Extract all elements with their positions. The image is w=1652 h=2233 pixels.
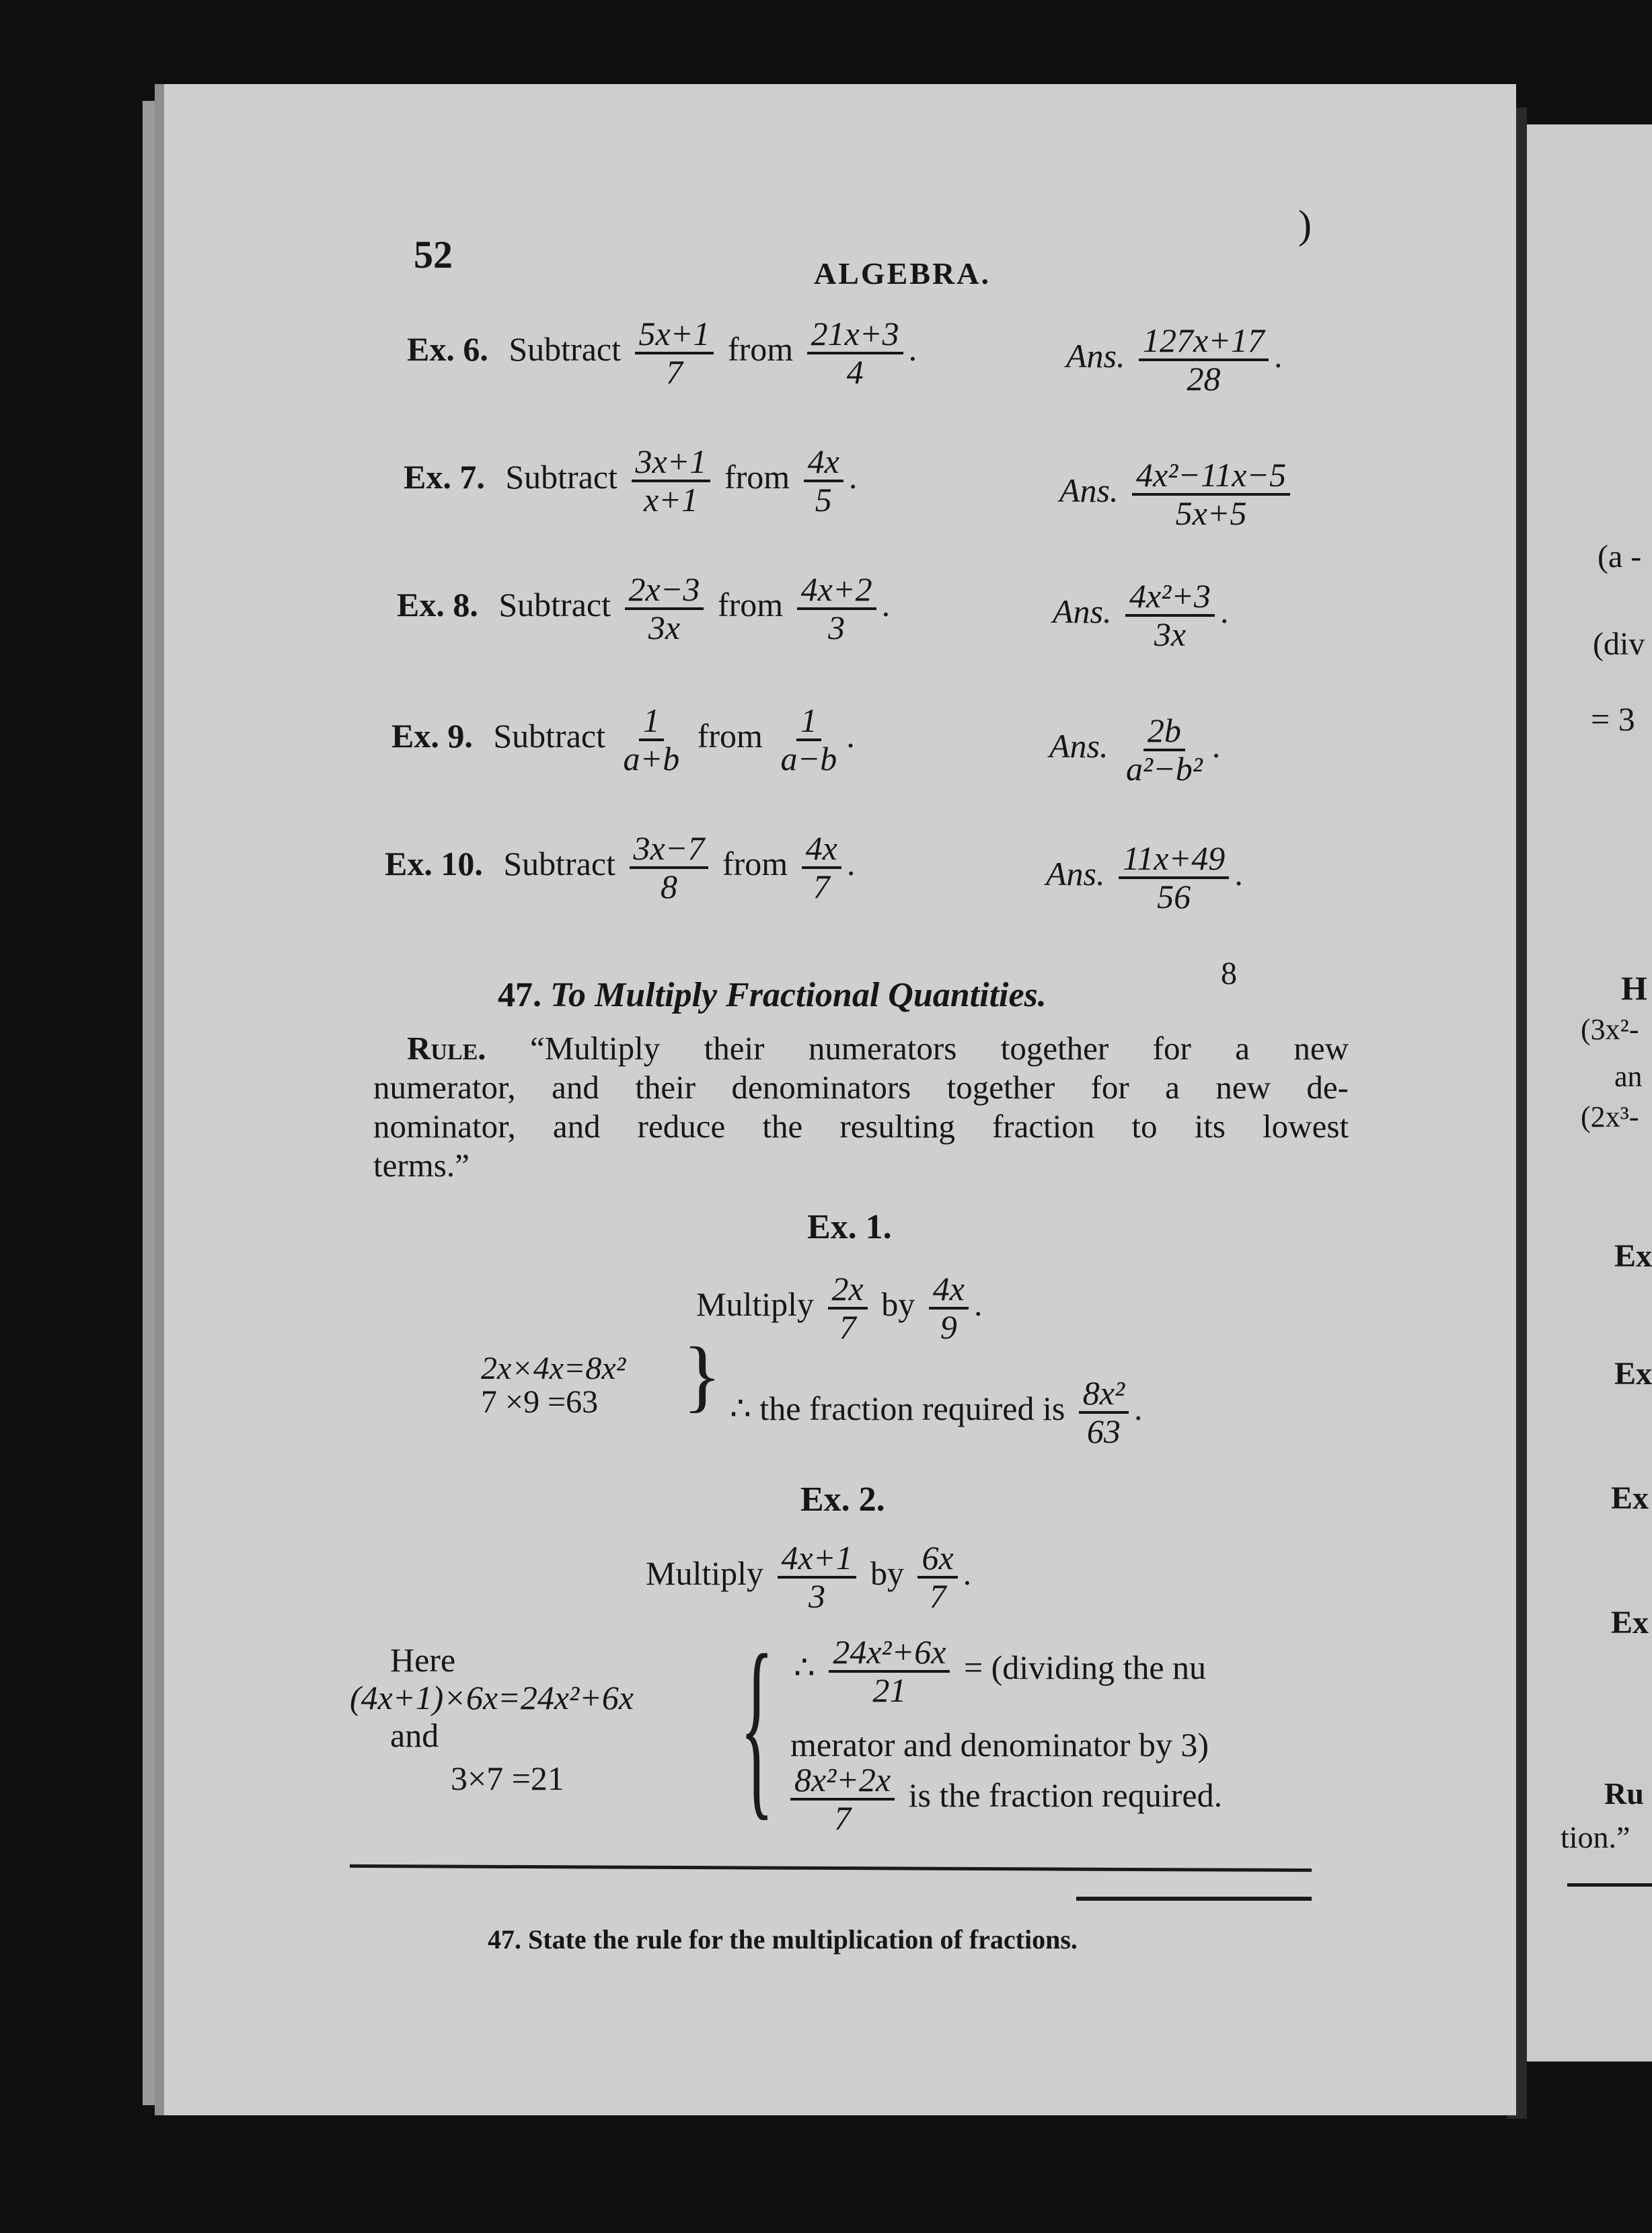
- exercise-verb: Subtract: [498, 585, 611, 623]
- denominator: 7: [839, 1308, 856, 1346]
- denominator: 7: [834, 1799, 852, 1837]
- denominator: x+1: [644, 480, 698, 519]
- exercise-label: Ex. 9.: [391, 716, 473, 755]
- note-text: is the fraction required.: [908, 1776, 1223, 1814]
- denominator: 7: [813, 867, 830, 905]
- multiply-word: Multiply: [696, 1285, 815, 1323]
- section-number: 47.: [498, 976, 541, 1014]
- rule-line-2: numerator, and their denominators together for a new de-: [373, 1069, 1349, 1106]
- example-2-line-3: [790, 1762, 1222, 1835]
- next-page-fragment: Ru: [1604, 1776, 1644, 1811]
- fraction: [804, 444, 843, 517]
- denominator: 3x: [648, 608, 681, 646]
- numerator: 8x²: [1079, 1375, 1129, 1414]
- note-text: = (dividing the nu: [963, 1648, 1207, 1686]
- rule-line-3: nominator, and reduce the resulting fraction to its lowest: [373, 1108, 1349, 1145]
- rule-paragraph: [373, 1029, 1349, 1185]
- by-word: by: [881, 1285, 915, 1323]
- by-word: by: [870, 1554, 904, 1592]
- footnote: 47. State the rule for the multiplication of fractions.: [488, 1924, 1078, 1955]
- denominator: 28: [1187, 359, 1221, 398]
- from-word: from: [697, 716, 763, 755]
- next-page-fragment: = 3: [1591, 700, 1635, 738]
- here-word: Here: [390, 1641, 456, 1679]
- page-number: 52: [414, 233, 453, 276]
- fraction: [929, 1271, 969, 1345]
- from-word: from: [722, 844, 788, 882]
- rule-text: “Multiply their numerators together for a new: [529, 1030, 1349, 1067]
- fraction: [797, 572, 876, 645]
- answer-label: Ans.: [1053, 592, 1112, 630]
- denominator: 4: [846, 352, 864, 391]
- exercise-9: Ex. 9. Subtract $\frac{1}{a+b}$ from $\frac{1}{a-b}$ .: [391, 702, 855, 778]
- fraction: [917, 1540, 957, 1614]
- running-title: ALGEBRA.: [814, 256, 991, 291]
- fraction: [1125, 578, 1215, 652]
- answer-8: Ans. $\frac{\text{4x²+3}}{3x}$ .: [1053, 577, 1229, 653]
- numerator: 6x: [917, 1540, 957, 1579]
- fraction: [625, 572, 704, 645]
- work-line-2: 3×7 =21: [451, 1759, 564, 1797]
- work-line-1: (4x+1)×6x=24x²+6x: [350, 1679, 634, 1716]
- stray-numeral: 8: [1221, 956, 1237, 991]
- next-page-fragment: (div: [1593, 626, 1645, 662]
- example-2-work: [350, 1641, 634, 1797]
- numerator: 4x: [929, 1271, 969, 1310]
- denominator: 7: [665, 352, 683, 391]
- next-page-fragment: Ex: [1611, 1605, 1649, 1640]
- next-page-fragment: (2x³-: [1581, 1100, 1639, 1133]
- from-word: from: [727, 330, 794, 368]
- denominator: a+b: [623, 739, 680, 778]
- footnote-rule-short: [1076, 1897, 1312, 1901]
- example-2-line-2: merator and denominator by 3): [790, 1726, 1209, 1764]
- numerator: 3x+1: [632, 444, 711, 482]
- next-page-fragment: (a -: [1598, 539, 1642, 574]
- fraction: [630, 831, 709, 904]
- denominator: 8: [660, 867, 677, 905]
- denominator: 5x+5: [1175, 494, 1247, 532]
- exercise-verb: Subtract: [493, 716, 605, 755]
- section-title: To Multiply Fractional Quantities.: [550, 976, 1047, 1014]
- exercise-label: Ex. 10.: [385, 844, 483, 882]
- denominator: 21: [872, 1671, 907, 1709]
- answer-label: Ans.: [1049, 726, 1109, 765]
- exercise-verb: Subtract: [503, 844, 615, 882]
- denominator: 7: [929, 1577, 946, 1615]
- work-line-1: 2x×4x=8x²: [481, 1351, 626, 1386]
- numerator: 1: [796, 703, 821, 741]
- example-1-work: [481, 1352, 626, 1419]
- exercise-6: Ex. 6. Subtract $\frac{5x+1}{7}$ from $\frac{21x+3}{4}$ .: [407, 315, 917, 391]
- answer-7: [1059, 457, 1296, 531]
- fraction: [620, 703, 684, 776]
- fraction: [1079, 1375, 1129, 1449]
- therefore-symbol: ∴: [794, 1648, 815, 1686]
- from-word: from: [724, 457, 790, 496]
- section-heading: [498, 975, 1047, 1015]
- pencil-mark: ): [1298, 202, 1312, 247]
- numerator: 2x: [828, 1271, 868, 1310]
- example-1-heading: Ex. 1.: [807, 1208, 892, 1246]
- numerator: 2x−3: [625, 572, 704, 610]
- numerator: 4x+1: [778, 1540, 857, 1579]
- fraction: [1119, 841, 1229, 914]
- conclusion-text: ∴ the fraction required is: [730, 1389, 1065, 1427]
- numerator: 2b: [1143, 713, 1185, 751]
- left-brace: {: [740, 1614, 774, 1837]
- next-page-fragment: Ex: [1614, 1356, 1652, 1392]
- answer-label: Ans.: [1059, 471, 1119, 509]
- fraction: [778, 1540, 857, 1614]
- denominator: 3x: [1154, 615, 1187, 653]
- work-line-2: 7 ×9 =63: [481, 1384, 599, 1420]
- exercise-verb: Subtract: [509, 330, 621, 368]
- numerator: 11x+49: [1119, 841, 1229, 879]
- answer-6: Ans. $\frac{127x+17}{28}$ .: [1066, 321, 1283, 398]
- fraction: [776, 703, 841, 776]
- example-2-line-1: [794, 1634, 1206, 1708]
- exercise-7: Ex. 7. Subtract $\frac{3x+1}{x+1}$ from $\frac{4x}{5}$ .: [404, 443, 858, 519]
- denominator: 9: [940, 1308, 957, 1346]
- answer-9: Ans. $\frac{2b}{\text{a²−b²}}$ .: [1049, 712, 1221, 788]
- numerator: 127x+17: [1139, 323, 1269, 361]
- denominator: a−b: [780, 739, 837, 778]
- answer-label: Ans.: [1046, 854, 1105, 893]
- exercise-label: Ex. 6.: [407, 330, 488, 368]
- example-2-problem: Multiply $\frac{4x+1}{3}$ by $\frac{6x}{7}$ .: [646, 1539, 972, 1615]
- fraction: [1132, 457, 1290, 531]
- numerator: 5x+1: [635, 316, 714, 354]
- and-word: and: [390, 1716, 439, 1754]
- fraction: [1139, 323, 1269, 396]
- numerator: 4x: [804, 444, 843, 482]
- next-page-fragment: tion.”: [1561, 1820, 1630, 1854]
- fraction: [790, 1762, 895, 1835]
- exercise-label: Ex. 7.: [404, 457, 485, 496]
- denominator: 56: [1157, 877, 1191, 915]
- exercise-10: Ex. 10. Subtract $\frac{3x-7}{8}$ from $\frac{4x}{7}$ .: [385, 829, 856, 905]
- multiply-word: Multiply: [646, 1554, 764, 1592]
- fraction: [829, 1634, 950, 1708]
- denominator: a²−b²: [1126, 749, 1203, 788]
- denominator: 5: [815, 480, 832, 519]
- numerator: 3x−7: [630, 831, 709, 869]
- numerator: 4x: [802, 831, 841, 869]
- next-page-fragment: (3x²-: [1581, 1013, 1639, 1046]
- example-1-problem: Multiply $\frac{2x}{7}$ by $\frac{4x}{9}$ .: [696, 1270, 983, 1346]
- numerator: 24x²+6x: [829, 1634, 950, 1673]
- answer-label: Ans.: [1066, 336, 1125, 375]
- answer-10: Ans. $\frac{11x+49}{56}$ .: [1046, 839, 1243, 915]
- rule-label: Rule.: [407, 1030, 486, 1067]
- rule-line-1: [373, 1029, 1349, 1068]
- exercise-verb: Subtract: [505, 457, 617, 496]
- denominator: 3: [828, 608, 846, 646]
- rule-line-4: terms.”: [373, 1147, 470, 1184]
- numerator: 4x+2: [797, 572, 876, 610]
- example-1-conclusion: ∴ the fraction required is $\frac{\text{8x²}}{63}$ .: [730, 1374, 1143, 1450]
- fraction: [632, 444, 711, 517]
- fraction: [635, 316, 714, 389]
- numerator: 1: [639, 703, 664, 741]
- page-edge: [143, 101, 156, 2105]
- exercise-8: Ex. 8. Subtract $\frac{2x-3}{3x}$ from $\frac{4x+2}{3}$ .: [397, 570, 891, 646]
- numerator: 8x²+2x: [790, 1762, 895, 1801]
- fraction: [1122, 713, 1207, 786]
- fraction: [828, 1271, 868, 1345]
- denominator: 3: [809, 1577, 825, 1615]
- next-page-fragment: H: [1621, 969, 1647, 1007]
- example-2-heading: Ex. 2.: [800, 1480, 885, 1519]
- fraction: [807, 316, 903, 389]
- numerator: 21x+3: [807, 316, 903, 354]
- next-page-fragment: Ex: [1614, 1238, 1652, 1274]
- next-page-fragment: an: [1614, 1060, 1643, 1093]
- numerator: 4x²+3: [1125, 578, 1215, 617]
- right-brace: }: [683, 1330, 722, 1420]
- exercise-label: Ex. 8.: [397, 585, 478, 623]
- next-page-rule: [1567, 1883, 1652, 1887]
- next-page-fragment: Ex: [1611, 1480, 1649, 1516]
- from-word: from: [717, 585, 784, 623]
- fraction: [802, 831, 841, 904]
- numerator: 4x²−11x−5: [1132, 457, 1290, 496]
- denominator: 63: [1086, 1412, 1121, 1450]
